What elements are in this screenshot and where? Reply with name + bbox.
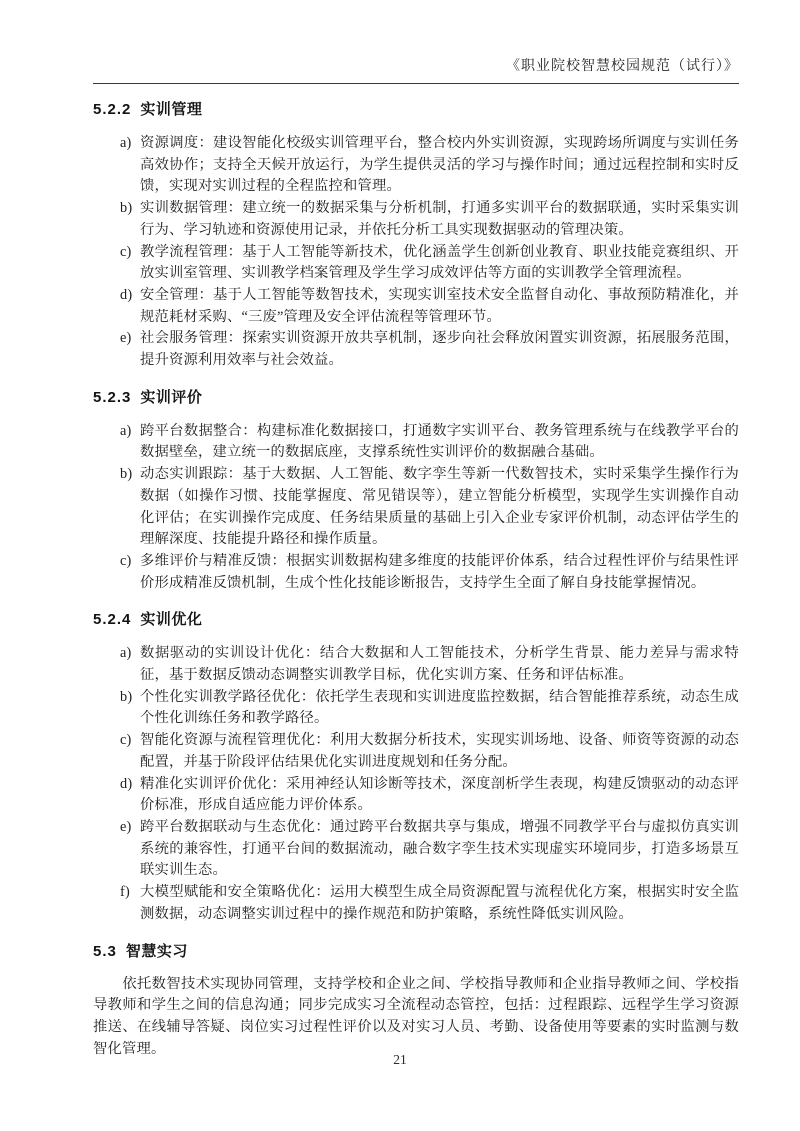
item-text: 跨平台数据联动与生态优化：通过跨平台数据共享与集成，增强不同教学平台与虚拟仿真实训系统的兼容性，打通平台间的数据流动，融合数字孪生技术实现虚实环境同步，打造多场景互联实训生态。: [140, 818, 739, 879]
item-text: 智能化资源与流程管理优化：利用大数据分析技术，实现实训场地、设备、师资等资源的动态配置，并基于阶段评估结果优化实训进度规划和任务分配。: [140, 732, 739, 770]
section-paragraph: 依托数智技术实现协同管理，支持学校和企业之间、学校指导教师和企业指导教师之间、学校指导教师和学生之间的信息沟通；同步完成实习全流程动态管控，包括：过程跟踪、远程学生学习资源推送、在线辅导答疑、岗位实习过程性评价以及对实习人员、考勤、设备使用等要素的实时监测与数智化管理。: [93, 975, 739, 1057]
item-text: 安全管理：基于人工智能等数智技术，实现实训室技术安全监督自动化、事故预防精准化，并规范耗材采购、“三废”管理及安全评估流程等管理环节。: [140, 286, 739, 325]
list-item: [93, 882, 739, 925]
list-item: [93, 730, 739, 773]
section-number: 5.2.3: [93, 388, 132, 406]
section-title: 实训评价: [140, 388, 203, 406]
list-item: [93, 774, 739, 817]
list-item: [93, 687, 739, 730]
section-heading: [93, 99, 739, 121]
section-item-list: [93, 643, 739, 925]
item-text: 实训数据管理：建立统一的数据采集与分析机制，打通多实训平台的数据联通，实时采集实训行为、学习轨迹和资源使用记录，并依托分析工具实现数据驱动的管理决策。: [140, 200, 739, 238]
item-marker: d): [120, 775, 133, 792]
section-item-list: [93, 133, 739, 372]
document-section: [93, 941, 739, 1061]
document-body: [93, 99, 739, 1061]
list-item: [93, 328, 739, 371]
page-header: [93, 58, 739, 84]
document-section: [93, 387, 739, 595]
list-item: [93, 285, 739, 328]
item-marker: c): [120, 732, 132, 749]
section-title: 实训管理: [140, 101, 203, 118]
item-marker: b): [120, 688, 133, 705]
document-title: 《职业院校智慧校园规范（试行）》: [506, 59, 739, 74]
item-text: 数据驱动的实训设计优化：结合大数据和人工智能技术，分析学生背景、能力差异与需求特征，基于数据反馈动态调整实训教学目标，优化实训方案、任务和评估标准。: [140, 645, 739, 684]
list-item: [93, 133, 739, 198]
item-marker: c): [120, 552, 132, 569]
item-marker: a): [120, 422, 132, 439]
section-number: 5.2.2: [93, 101, 132, 118]
item-marker: d): [120, 286, 133, 303]
item-marker: c): [120, 243, 132, 260]
item-marker: b): [120, 466, 133, 483]
list-item: [93, 643, 739, 686]
header-divider: [93, 83, 739, 84]
item-marker: e): [120, 818, 132, 835]
item-text: 教学流程管理：基于人工智能等新技术，优化涵盖学生创新创业教育、职业技能竞赛组织、开放实训室管理、实训教学档案管理及学生学习成效评估等方面的实训教学全管理流程。: [140, 243, 739, 282]
item-marker: f): [120, 884, 130, 901]
list-item: [93, 464, 739, 551]
page-footer: [0, 1052, 800, 1068]
item-text: 资源调度：建设智能化校级实训管理平台，整合校内外实训资源，实现跨场所调度与实训任务高效协作；支持全天候开放运行，为学生提供灵活的学习与操作时间；通过远程控制和实时反馈，实现对实训过程的全程监控和管理。: [140, 135, 739, 195]
section-heading: [93, 609, 739, 631]
item-text: 动态实训跟踪：基于大数据、人工智能、数字孪生等新一代数智技术，实时采集学生操作行为数据（如操作习惯、技能掌握度、常见错误等），建立智能分析模型，实现学生实训操作自动化评估；在实训操作完成度、任务结果质量的基础上引入企业专家评价机制，动态评估学生的理解深度、技能提升路径和操作质量。: [140, 466, 739, 548]
list-item: [93, 421, 739, 464]
section-number: 5.3: [93, 942, 117, 960]
section-heading: [93, 941, 739, 963]
document-section: [93, 609, 739, 925]
item-marker: a): [120, 135, 132, 151]
item-marker: b): [120, 200, 133, 217]
item-text: 大模型赋能和安全策略优化：运用大模型生成全局资源配置与流程优化方案，根据实时安全监测数据，动态调整实训过程中的操作规范和防护策略，系统性降低实训风险。: [140, 884, 739, 922]
list-item: [93, 551, 739, 594]
item-text: 精准化实训评价优化：采用神经认知诊断等技术，深度剖析学生表现，构建反馈驱动的动态评价标准，形成自适应能力评价体系。: [140, 775, 739, 814]
section-title: 智慧实习: [125, 942, 188, 960]
item-text: 社会服务管理：探索实训资源开放共享机制，逐步向社会释放闲置实训资源，拓展服务范围，提升资源利用效率与社会效益。: [140, 330, 739, 369]
list-item: [93, 198, 739, 241]
section-heading: [93, 387, 739, 409]
item-text: 跨平台数据整合：构建标准化数据接口，打通数字实训平台、教务管理系统与在线教学平台的数据壁垒，建立统一的数据底座，支撑系统性实训评价的数据融合基础。: [140, 422, 739, 461]
item-text: 个性化实训教学路径优化：依托学生表现和实训进度监控数据，结合智能推荐系统，动态生成个性化训练任务和教学路径。: [140, 688, 739, 727]
item-marker: a): [120, 645, 132, 662]
page-number: 21: [393, 1052, 407, 1067]
item-marker: e): [120, 330, 132, 347]
list-item: [93, 817, 739, 882]
section-item-list: [93, 421, 739, 595]
list-item: [93, 242, 739, 285]
section-number: 5.2.4: [93, 611, 132, 629]
document-section: [93, 99, 739, 372]
section-title: 实训优化: [140, 611, 203, 629]
item-text: 多维评价与精准反馈：根据实训数据构建多维度的技能评价体系，结合过程性评价与结果性评价形成精准反馈机制，生成个性化技能诊断报告，支持学生全面了解自身技能掌握情况。: [140, 552, 739, 591]
